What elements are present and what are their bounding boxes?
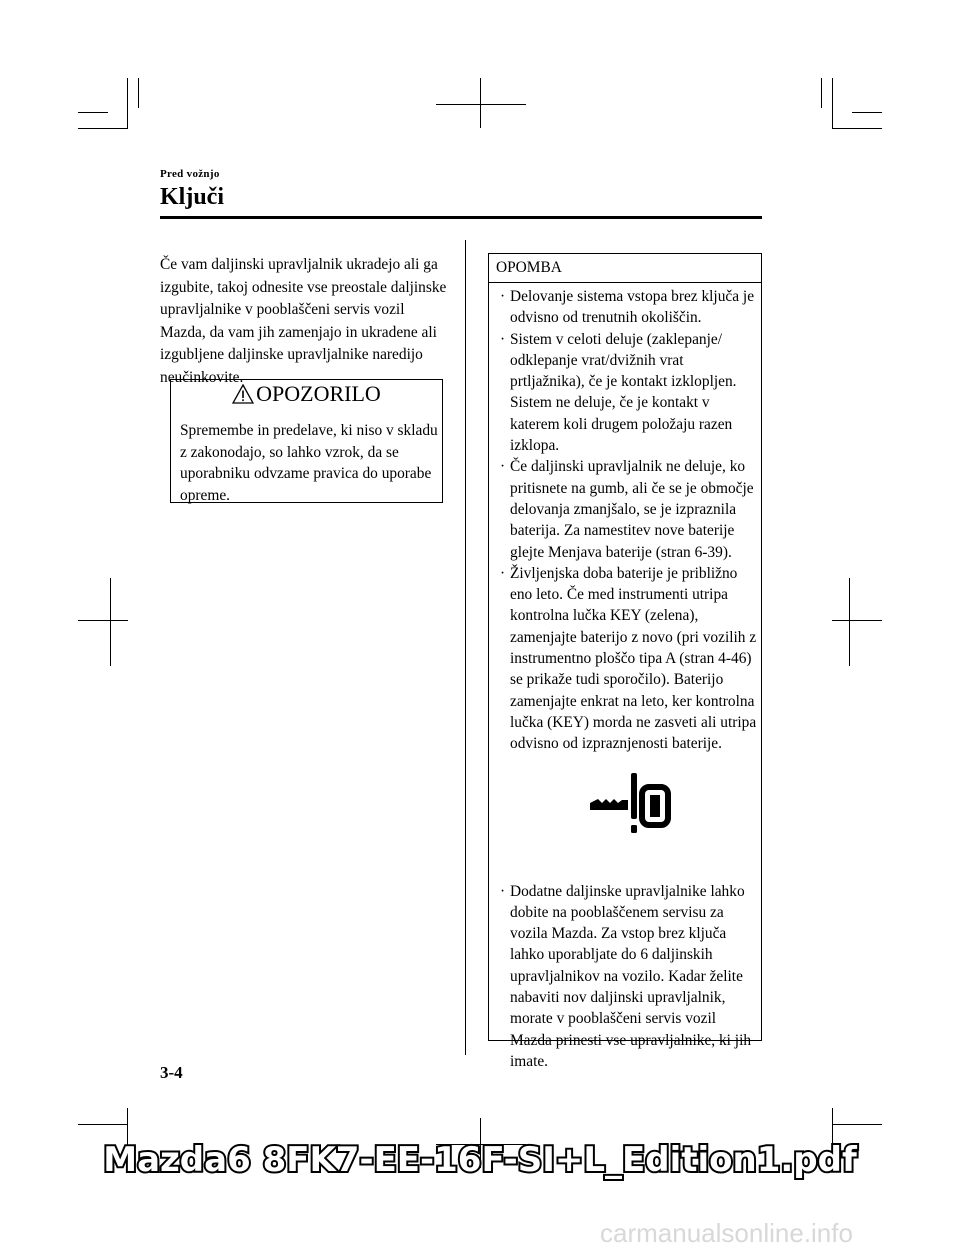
warning-text: Spremembe in predelave, ki niso v skladu z zakonodajo, so lahko vzrok, da se uporabniku odvzame pravica do uporabe opreme. <box>180 422 438 504</box>
note-item-text: Če daljinski upravljalnik ne deluje, ko pritisnete na gumb, ali če se je območje delovanja zmanjšalo, se je izpraznila baterija. Za namestitev nove baterije glejte Menjava baterije (stran 6-39). <box>510 458 754 561</box>
footer-site: carmanualsonline.info <box>600 1218 853 1248</box>
bullet: · <box>500 330 506 348</box>
note-item-text: Sistem v celoti deluje (zaklepanje/ odklepanje vrat/dvižnih vrat prtljažnika), če je kontakt izklopljen. Sistem ne deluje, če je kontakt v katerem koli drugem položaju razen izklopa. <box>510 330 737 455</box>
page-number: 3-4 <box>160 1063 183 1082</box>
note-separator <box>488 282 762 283</box>
footer-filename <box>0 1140 960 1180</box>
bullet: · <box>500 288 506 305</box>
bullet: · <box>500 882 506 900</box>
note-list <box>496 286 758 1072</box>
warning-title <box>170 381 443 407</box>
page-title: Ključi <box>160 184 224 210</box>
bullet: · <box>500 564 506 582</box>
column-divider <box>465 240 466 1055</box>
list-item <box>496 881 758 1073</box>
note-item-text: Dodatne daljinske upravljalnike lahko dobite na pooblaščenem servisu za vozila Mazda. Za vstop brez ključa lahko uporabljate do 6 daljinskih upravljalnikov na vozilo. Kadar želite nabaviti nov daljinski upravljalnik, morate v pooblaščeni servis vozil Mazda prinesti vse upravljalnike, ki jih imate. <box>510 882 752 1070</box>
list-item <box>496 329 758 457</box>
intro-paragraph-text: Če vam daljinski upravljalnik ukradejo ali ga izgubite, takoj odnesite vse preostale daljinske upravljalnike v pooblaščeni servis vozil Mazda, da vam jih zamenjajo in ukradene ali izgubljene daljinske upravljalnike naredijo neučinkovite. <box>160 256 447 386</box>
warning-title-text: OPOZORILO <box>256 381 381 406</box>
key-warning-indicator-icon <box>588 773 672 843</box>
note-title: OPOMBA <box>496 259 562 276</box>
list-item <box>496 286 758 329</box>
section-label: Pred vožnjo <box>160 168 220 180</box>
footer-filename-text: Mazda6 8FK7-EE-16F-SI+L_Edition1.pdf <box>103 1140 857 1180</box>
header-rule <box>160 216 762 219</box>
note-item-text: Delovanje sistema vstopa brez ključa je odvisno od trenutnih okoliščin. <box>510 288 755 327</box>
bullet: · <box>500 458 506 476</box>
list-item <box>496 456 758 562</box>
warning-triangle-icon <box>232 384 254 404</box>
list-item <box>496 563 758 755</box>
intro-paragraph <box>160 254 450 389</box>
note-item-text: Življenjska doba baterije je približno eno leto. Če med instrumenti utripa kontrolna lučka KEY (zelena), zamenjajte baterijo z novo (pri vozilih z instrumentno ploščo tipa A (stran 4-46) se prikaže tudi sporočilo). Baterijo zamenjajte enkrat na leto, ker kontrolna lučka (KEY) morda ne zasveti ali utripa odvisno od izpraznjenosti baterije. <box>510 564 757 753</box>
